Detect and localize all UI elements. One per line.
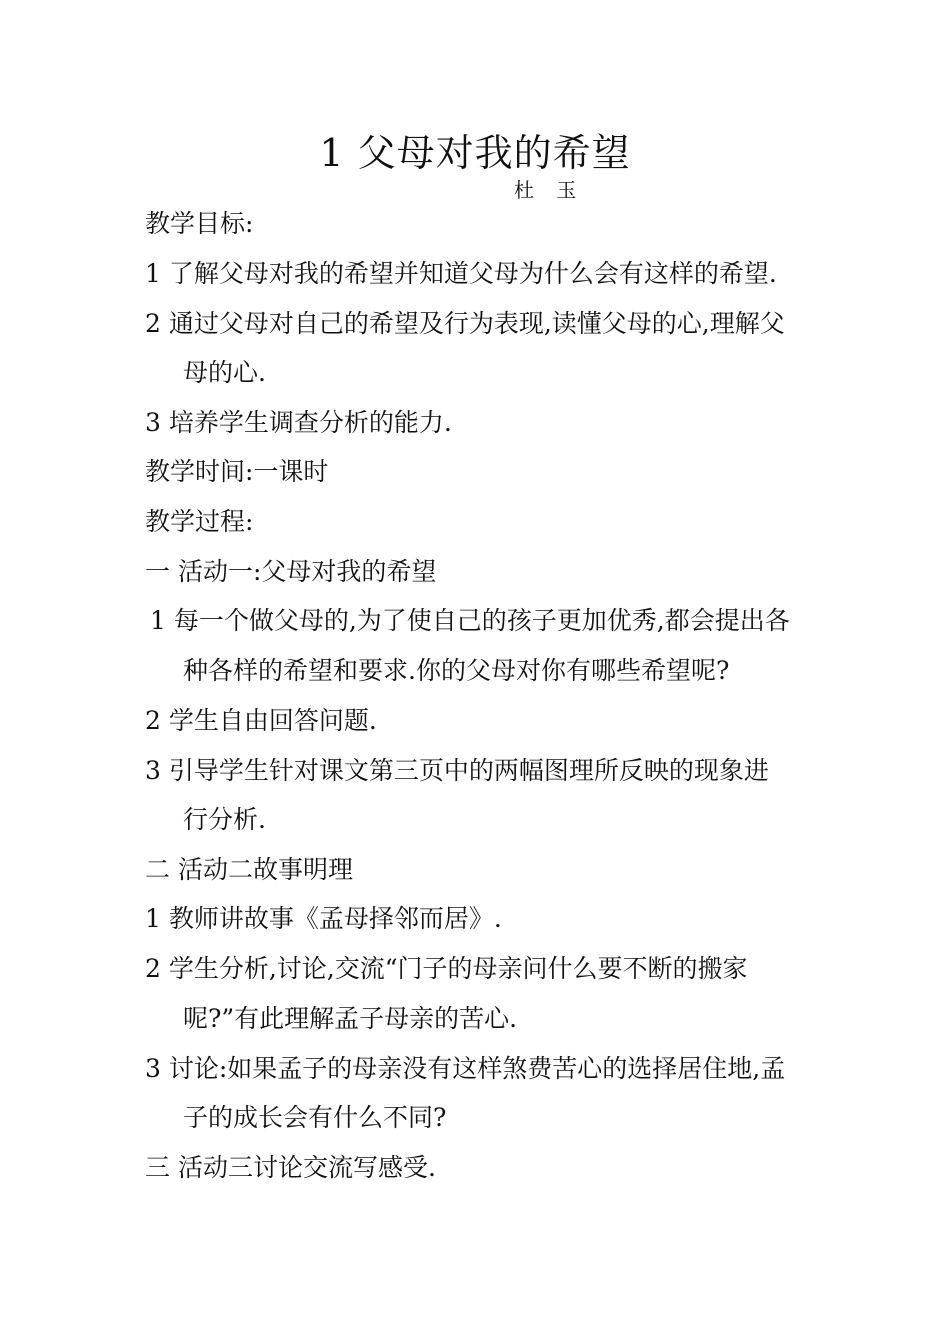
objective-2: 2 通过父母对自己的希望及行为表现,读懂父母的心,理解父 [145, 309, 785, 338]
objective-3: 3 培养学生调查分析的能力. [145, 408, 452, 437]
activity-2-heading: 二 活动二故事明理 [145, 855, 353, 884]
activity-2-step-3: 3 讨论:如果孟子的母亲没有这样煞费苦心的选择居住地,孟 [145, 1054, 786, 1083]
activity-2-step-1: 1 教师讲故事《孟母择邻而居》. [145, 904, 502, 933]
author-name: 杜 玉 [514, 178, 585, 202]
heading-objectives: 教学目标: [145, 209, 254, 238]
activity-1-step-1: 1 每一个做父母的,为了使自己的孩子更加优秀,都会提出各 [150, 606, 790, 635]
activity-1-step-3: 3 引导学生针对课文第三页中的两幅图理所反映的现象进 [145, 756, 769, 785]
activity-2-step-3-cont: 子的成长会有什么不同? [183, 1103, 447, 1132]
activity-2-step-2: 2 学生分析,讨论,交流“门子的母亲问什么要不断的搬家 [145, 954, 748, 983]
activity-1-step-2: 2 学生自由回答问题. [145, 706, 377, 735]
activity-1-step-3-cont: 行分析. [183, 805, 266, 834]
activity-3-heading: 三 活动三讨论交流写感受. [145, 1153, 436, 1182]
activity-1-heading: 一 活动一:父母对我的希望 [145, 557, 437, 586]
objective-1: 1 了解父母对我的希望并知道父母为什么会有这样的希望. [145, 259, 777, 288]
document-title: 1 父母对我的希望 [319, 131, 631, 175]
teaching-time: 教学时间:一课时 [145, 457, 329, 486]
objective-2-cont: 母的心. [183, 358, 266, 387]
activity-2-step-2-cont: 呢?”有此理解孟子母亲的苦心. [183, 1004, 518, 1033]
activity-1-step-1-cont: 种各样的希望和要求.你的父母对你有哪些希望呢? [183, 656, 730, 685]
heading-process: 教学过程: [145, 507, 254, 536]
